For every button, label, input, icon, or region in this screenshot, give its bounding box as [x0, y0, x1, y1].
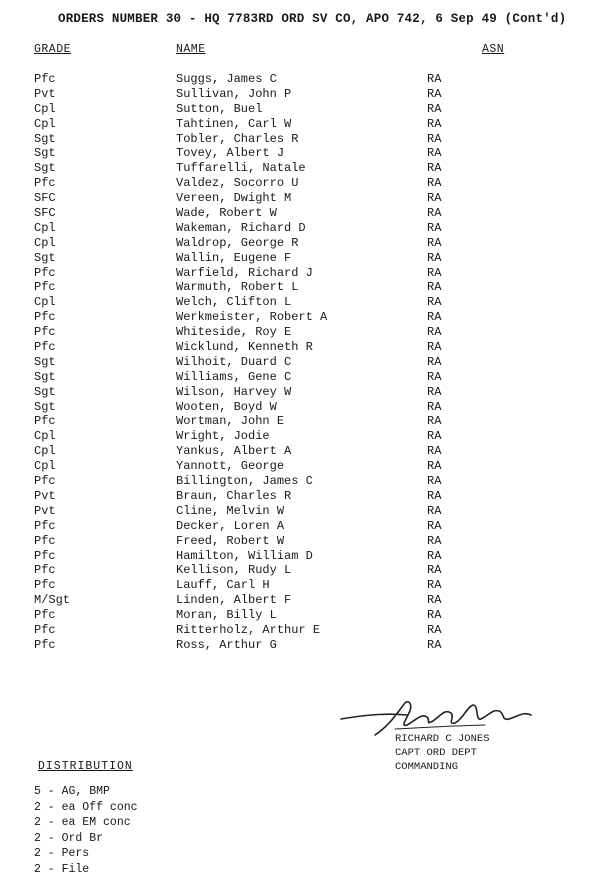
roster-grade: Pfc [34, 608, 56, 623]
roster-name: Wilhoit, Duard C [176, 354, 292, 369]
roster-row [0, 340, 600, 355]
roster-name: Moran, Billy L [176, 608, 277, 623]
grade-column-header: GRADE [34, 43, 72, 56]
roster-asn: RA [427, 191, 442, 206]
roster-grade: Sgt [34, 399, 56, 414]
distribution-item: 5 - AG, BMP [34, 785, 110, 798]
roster-row [0, 474, 600, 489]
roster-asn: RA [427, 340, 442, 355]
roster-asn: RA [427, 250, 442, 265]
roster-name: Tobler, Charles R [176, 131, 299, 146]
roster-grade: Pfc [34, 310, 56, 325]
roster-name: Hamilton, William D [176, 548, 313, 563]
roster-asn: RA [427, 146, 442, 161]
roster-name: Williams, Gene C [176, 369, 292, 384]
roster-asn: RA [427, 72, 442, 86]
roster-grade: Pfc [34, 340, 56, 355]
roster-grade: SFC [34, 191, 56, 206]
roster-name: Sullivan, John P [176, 86, 292, 101]
roster-row [0, 251, 600, 266]
roster-name: Wilson, Harvey W [176, 384, 292, 399]
roster-grade: Pfc [34, 622, 56, 637]
roster-grade: Cpl [34, 101, 56, 116]
roster-name: Tuffarelli, Natale [176, 161, 306, 176]
roster-grade: Sgt [34, 161, 56, 176]
distribution-item: 2 - ea Off conc [34, 800, 138, 814]
roster-asn: RA [427, 295, 442, 310]
signature-block [335, 695, 555, 785]
roster-row [0, 325, 600, 340]
roster-row [0, 117, 600, 132]
roster-grade: Pfc [34, 474, 56, 489]
roster-grade: Cpl [34, 220, 56, 235]
roster-row [0, 459, 600, 474]
roster-row [0, 370, 600, 385]
roster-grade: Sgt [34, 384, 56, 399]
roster-grade: Sgt [34, 250, 56, 265]
roster-asn: RA [427, 578, 442, 593]
roster-row [0, 266, 600, 281]
roster-name: Kellison, Rudy L [176, 563, 292, 578]
roster-grade: Pfc [34, 72, 56, 86]
roster-grade: Pfc [34, 533, 56, 548]
signer-title: CAPT ORD DEPT [395, 747, 477, 759]
roster-row [0, 623, 600, 638]
roster-row [0, 578, 600, 593]
roster-grade: Sgt [34, 146, 56, 161]
asn-column-header: ASN [482, 43, 505, 56]
roster-name: Yannott, George [176, 459, 285, 474]
distribution-item: 2 - Ord Br [34, 831, 104, 845]
roster-grade: Pfc [34, 518, 56, 533]
roster-asn: RA [427, 206, 442, 221]
distribution-list [34, 784, 138, 877]
roster-row [0, 563, 600, 578]
roster-grade: Cpl [34, 295, 56, 310]
roster-asn: RA [427, 280, 442, 295]
roster-row [0, 593, 600, 608]
roster-grade: Cpl [34, 444, 56, 459]
roster-grade: Pfc [34, 176, 56, 191]
roster-row [0, 519, 600, 534]
roster-row [0, 132, 600, 147]
roster-name: Wade, Robert W [176, 206, 277, 221]
roster-row [0, 310, 600, 325]
roster-name: Werkmeister, Robert A [176, 310, 328, 325]
roster-row [0, 191, 600, 206]
roster-asn: RA [427, 86, 442, 101]
roster-row [0, 608, 600, 623]
roster-name: Billington, James C [176, 474, 313, 489]
roster-grade: Pfc [34, 414, 56, 429]
roster-row [0, 489, 600, 504]
roster-row [0, 236, 600, 251]
roster-name: Wooten, Boyd W [176, 399, 277, 414]
roster-asn: RA [427, 310, 442, 325]
roster-row [0, 176, 600, 191]
roster-grade: Pvt [34, 503, 56, 518]
roster-asn: RA [427, 429, 442, 444]
roster-name: Wicklund, Kenneth R [176, 340, 313, 355]
roster-asn: RA [427, 459, 442, 474]
roster-name: Tahtinen, Carl W [176, 116, 292, 131]
roster-asn: RA [427, 414, 442, 429]
roster-asn: RA [427, 488, 442, 503]
roster-name: Welch, Clifton L [176, 295, 292, 310]
roster-asn: RA [427, 131, 442, 146]
roster-row [0, 549, 600, 564]
roster-grade: Pfc [34, 563, 56, 578]
roster-row [0, 221, 600, 236]
roster-row [0, 102, 600, 117]
signer-name: RICHARD C JONES [395, 733, 490, 745]
roster-grade: Sgt [34, 369, 56, 384]
roster-row [0, 206, 600, 221]
roster-row [0, 429, 600, 444]
roster-name: Braun, Charles R [176, 488, 292, 503]
roster-asn: RA [427, 116, 442, 131]
roster-name: Whiteside, Roy E [176, 325, 292, 340]
roster-asn: RA [427, 176, 442, 191]
roster-name: Wortman, John E [176, 414, 285, 429]
roster-name: Vereen, Dwight M [176, 191, 292, 206]
roster-name: Waldrop, George R [176, 235, 299, 250]
roster-name: Cline, Melvin W [176, 503, 285, 518]
signer-role: COMMANDING [395, 761, 459, 773]
roster-row [0, 638, 600, 653]
roster-name: Wallin, Eugene F [176, 250, 292, 265]
roster-grade: M/Sgt [34, 593, 71, 608]
roster-name: Ross, Arthur G [176, 637, 277, 652]
distribution-item: 2 - File [34, 862, 90, 876]
roster-asn: RA [427, 384, 442, 399]
roster-grade: Pfc [34, 578, 56, 593]
roster-asn: RA [427, 325, 442, 340]
roster-asn: RA [427, 518, 442, 533]
roster-grade: Sgt [34, 354, 56, 369]
roster-grade: Cpl [34, 116, 56, 131]
roster-grade: SFC [34, 206, 56, 221]
roster-asn: RA [427, 444, 442, 459]
roster-asn: RA [427, 622, 442, 637]
roster-name: Lauff, Carl H [176, 578, 270, 593]
roster-name: Warmuth, Robert L [176, 280, 299, 295]
roster-asn: RA [427, 354, 442, 369]
roster-row [0, 280, 600, 295]
roster-name: Warfield, Richard J [176, 265, 313, 280]
roster-asn: RA [427, 563, 442, 578]
roster-row [0, 400, 600, 415]
distribution-heading: DISTRIBUTION [38, 760, 133, 773]
roster-row [0, 534, 600, 549]
roster-grade: Pfc [34, 325, 56, 340]
roster-asn: RA [427, 265, 442, 280]
roster-asn: RA [427, 235, 442, 250]
roster-row [0, 161, 600, 176]
roster-name: Wakeman, Richard D [176, 220, 306, 235]
roster-grade: Pfc [34, 548, 56, 563]
roster-list [0, 72, 600, 653]
roster-grade: Pfc [34, 280, 56, 295]
roster-row [0, 146, 600, 161]
roster-asn: RA [427, 608, 442, 623]
roster-grade: Sgt [34, 131, 56, 146]
roster-asn: RA [427, 533, 442, 548]
roster-grade: Pfc [34, 637, 56, 652]
roster-row [0, 385, 600, 400]
roster-asn: RA [427, 399, 442, 414]
roster-asn: RA [427, 161, 442, 176]
roster-grade: Pfc [34, 265, 56, 280]
roster-row [0, 504, 600, 519]
roster-name: Wright, Jodie [176, 429, 270, 444]
roster-name: Freed, Robert W [176, 533, 285, 548]
roster-row [0, 444, 600, 459]
roster-name: Ritterholz, Arthur E [176, 622, 321, 637]
roster-row [0, 295, 600, 310]
roster-row [0, 87, 600, 102]
roster-asn: RA [427, 101, 442, 116]
roster-row [0, 355, 600, 370]
roster-name: Yankus, Albert A [176, 444, 292, 459]
roster-row [0, 72, 600, 87]
roster-asn: RA [427, 474, 442, 489]
roster-name: Valdez, Socorro U [176, 176, 299, 191]
roster-grade: Cpl [34, 429, 56, 444]
roster-grade: Pvt [34, 86, 56, 101]
roster-grade: Cpl [34, 235, 56, 250]
name-column-header: NAME [176, 43, 206, 56]
roster-grade: Pvt [34, 488, 56, 503]
roster-asn: RA [427, 637, 442, 652]
roster-name: Sutton, Buel [176, 101, 263, 116]
distribution-item: 2 - Pers [34, 847, 90, 860]
roster-row [0, 414, 600, 429]
roster-name: Linden, Albert F [176, 593, 292, 608]
roster-asn: RA [427, 548, 442, 563]
roster-asn: RA [427, 503, 442, 518]
distribution-item: 2 - ea EM conc [34, 816, 131, 829]
roster-name: Tovey, Albert J [176, 146, 285, 161]
roster-name: Decker, Loren A [176, 518, 285, 533]
roster-asn: RA [427, 593, 442, 608]
roster-asn: RA [427, 220, 442, 235]
orders-header: ORDERS NUMBER 30 - HQ 7783RD ORD SV CO, APO 742, 6 Sep 49 (Cont'd) [58, 12, 567, 26]
roster-grade: Cpl [34, 459, 56, 474]
roster-asn: RA [427, 369, 442, 384]
roster-name: Suggs, James C [176, 72, 277, 86]
